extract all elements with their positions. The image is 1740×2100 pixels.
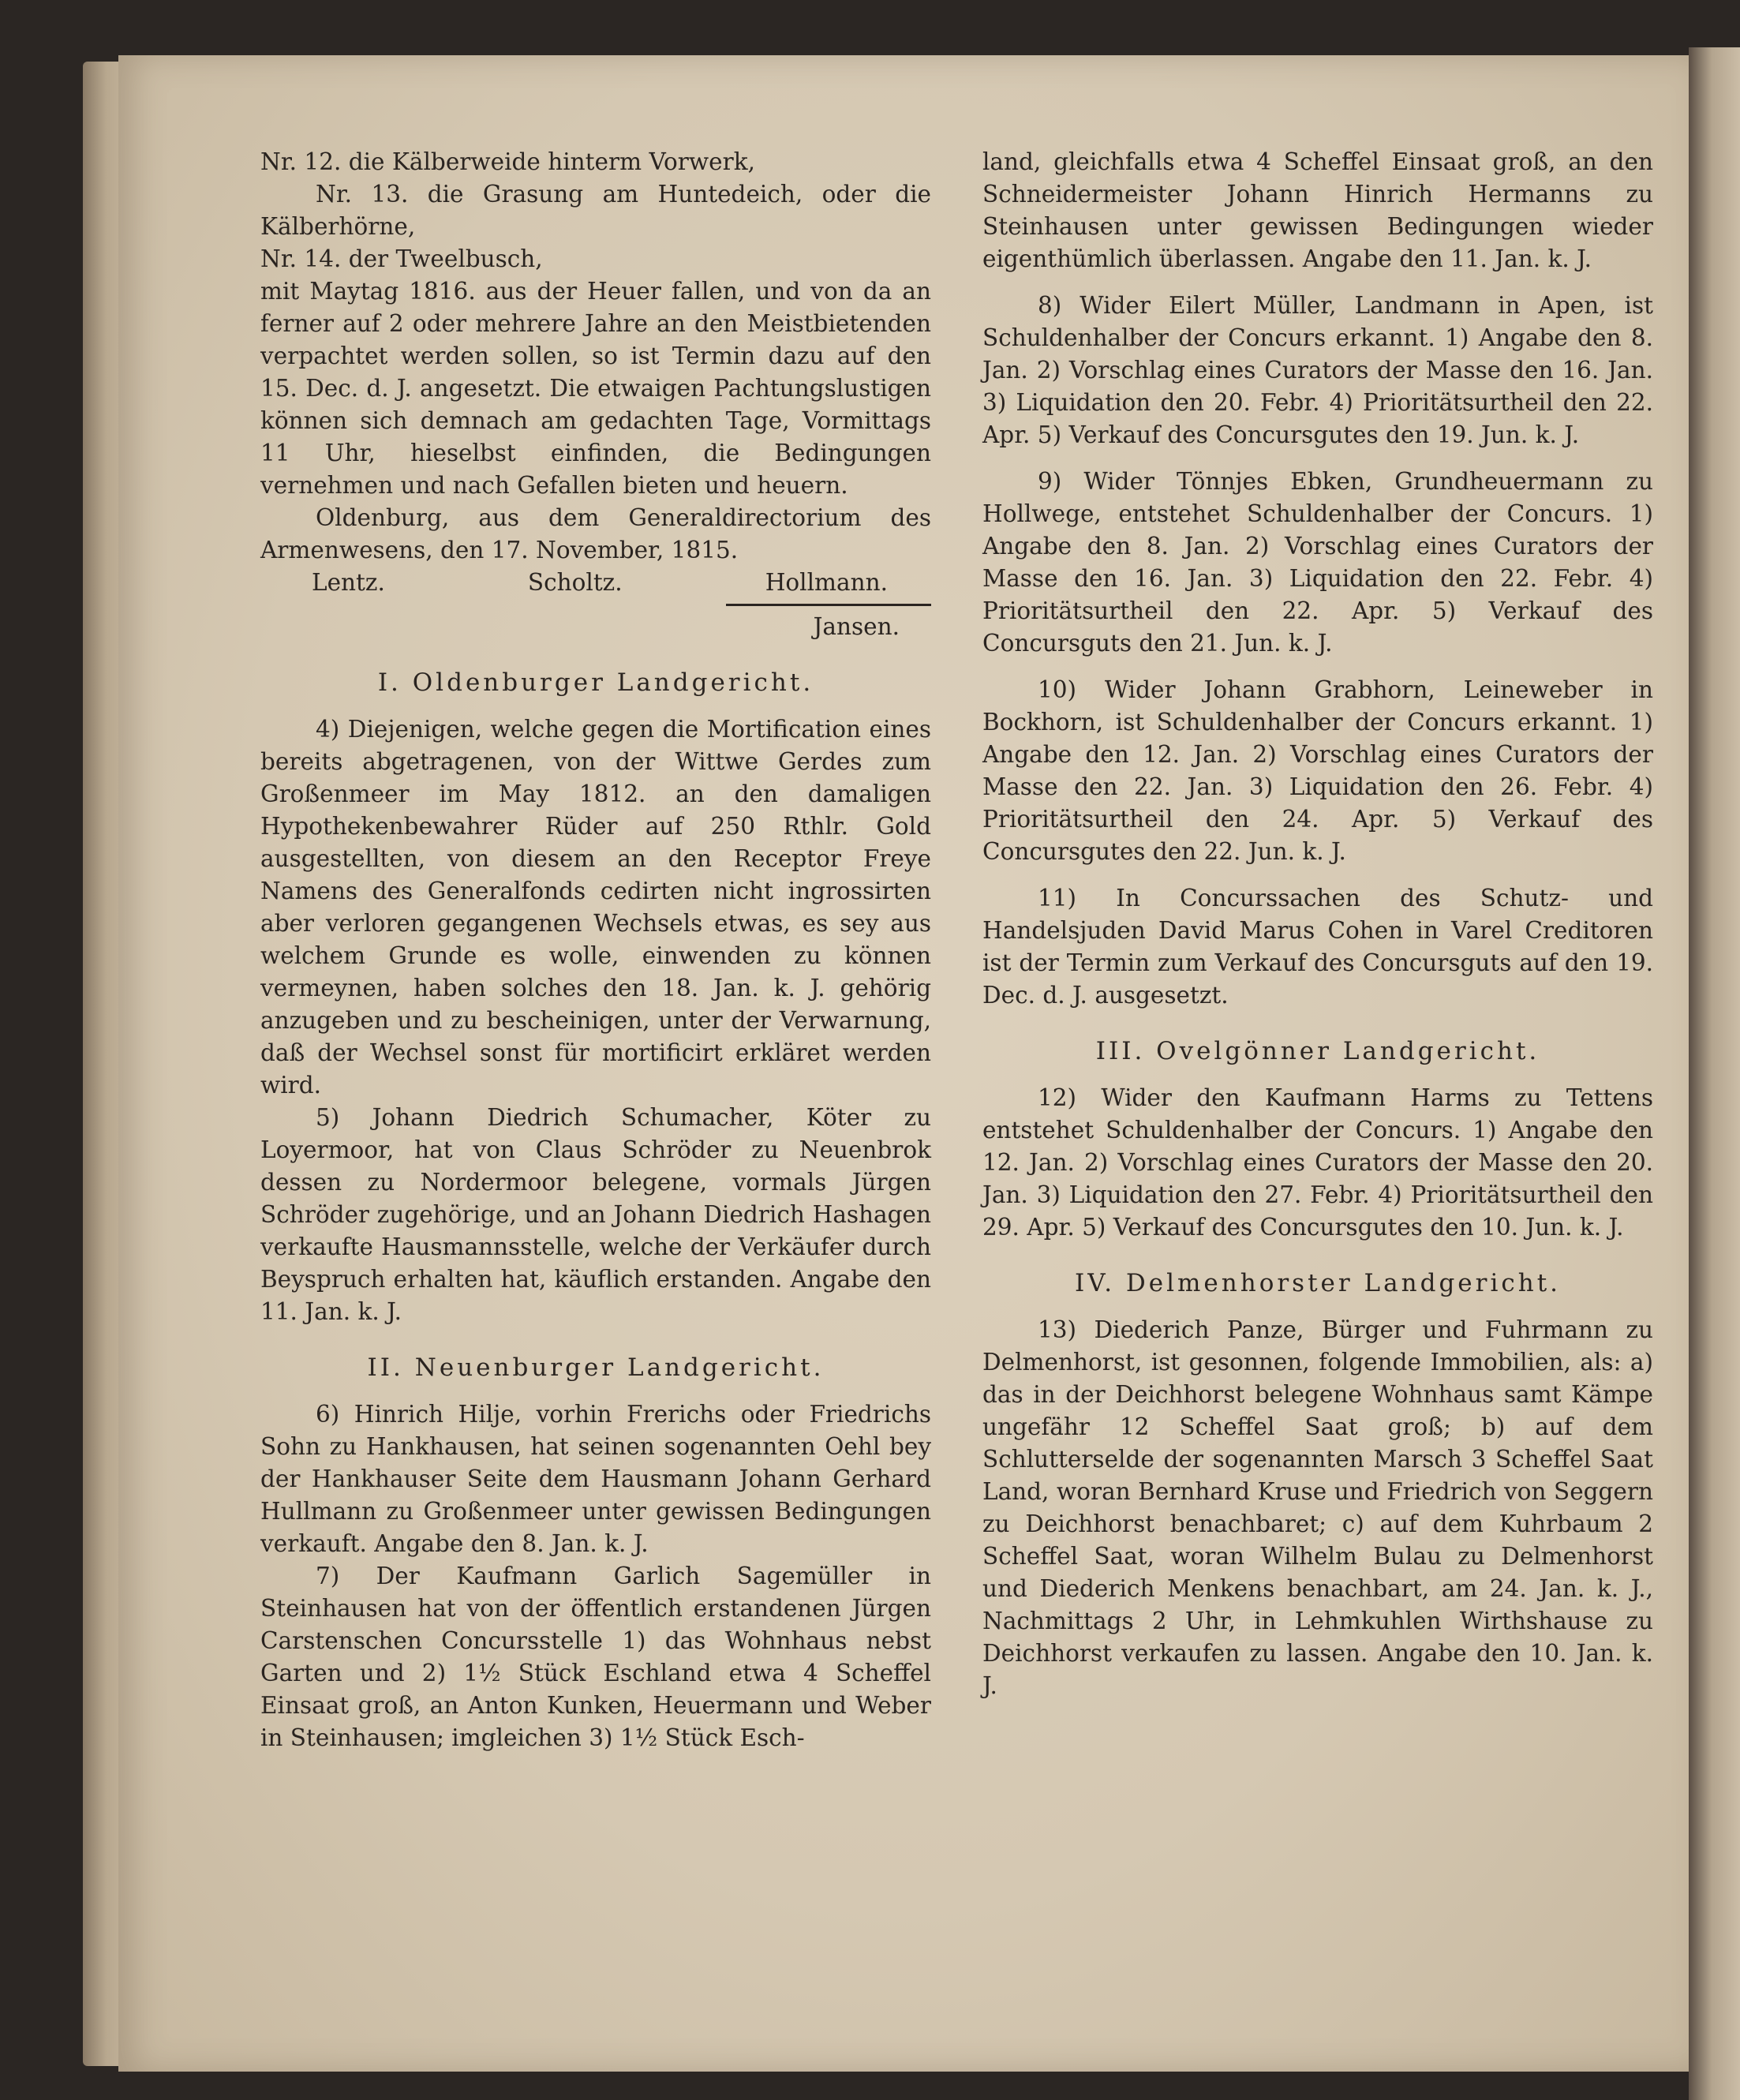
entry-13: 13) Diederich Panze, Bürger und Fuhrmann zu Delmenhorst, ist gesonnen, folgende Immobilien, als: a) das in der Deichhorst belegene Wohnhaus samt Kämpe ungefähr 12 Scheffel Saat groß; b) auf dem Schlutterselde der sogenannten Marsch 3 Scheffel Saat Land, woran Bernhard Kruse und Friedrich von Seggern zu Deichhorst benachbaret; c) auf dem Kuhrbaum 2 Scheffel Saat, woran Wilhelm Bulau zu Delmenhorst und Diederich Menkens benachbart, am 24. Jan. k. J., Nachmittags 2 Uhr, in Lehmkuhlen Wirthshause zu Deichhorst verkaufen zu lassen. Angabe den 10. Jan. k. J. xyxy=(982,1316,1653,1699)
section-heading-ovelgoenne: III. Ovelgönner Landgericht. xyxy=(1095,1037,1540,1065)
section-heading-oldenburg: I. Oldenburger Landgericht. xyxy=(377,668,814,697)
dateline: Oldenburg, aus dem Generaldirectorium des Armenwesens, den 17. November, 1815. xyxy=(260,504,931,563)
entry-7: 7) Der Kaufmann Garlich Sagemüller in Steinhausen hat von der öffentlich erstandenen Jürgen Carstenschen Concursstelle 1) das Wohnhaus nebst Garten und 2) 1½ Stück Eschland etwa 4 Scheffel Einsaat groß, an Anton Kunken, Heuermann und Weber in Steinhausen; imgleichen 3) 1½ Stück Esch- xyxy=(260,1563,931,1751)
entry-9: 9) Wider Tönnjes Ebken, Grundheuermann zu Hollwege, entstehet Schuldenhalber der Concurs. 1) Angabe den 8. Jan. 2) Vorschlag eines Curators der Masse den 16. Jan. 3) Liquidation den 22. Febr. 4) Prioritätsurtheil den 22. Apr. 5) Verkauf des Concursguts den 21. Jun. k. J. xyxy=(982,468,1653,657)
signatory-hollmann: Hollmann. xyxy=(765,569,888,596)
signatory-scholtz: Scholtz. xyxy=(527,569,623,596)
section-heading-delmenhorst: IV. Delmenhorster Landgericht. xyxy=(1074,1269,1561,1297)
signatory-jansen: Jansen. xyxy=(813,613,900,640)
continuation-paragraph: land, gleichfalls etwa 4 Scheffel Einsaat groß, an den Schneidermeister Johann Hinrich Hermanns zu Steinhausen unter gewissen Bedingungen wieder eigenthümlich überlassen. Angabe den 11. Jan. k. J. xyxy=(982,148,1653,272)
book-gutter xyxy=(1689,47,1740,2100)
signatures-row xyxy=(260,567,931,599)
signature-rule xyxy=(726,604,931,606)
opening-line-3: Nr. 14. der Tweelbusch, xyxy=(260,245,543,272)
entry-11: 11) In Concurssachen des Schutz- und Handelsjuden David Marus Cohen in Varel Creditoren ist der Termin zum Verkauf des Concursguts auf den 19. Dec. d. J. ausgesetzt. xyxy=(982,885,1653,1009)
entry-10: 10) Wider Johann Grabhorn, Leineweber in Bockhorn, ist Schuldenhalber der Concurs erkannt. 1) Angabe den 12. Jan. 2) Vorschlag eines Curators der Masse den 22. Jan. 3) Liquidation den 26. Febr. 4) Prioritätsurtheil den 24. Apr. 5) Verkauf des Concursgutes den 22. Jun. k. J. xyxy=(982,676,1653,865)
opening-line-2: Nr. 13. die Grasung am Huntedeich, oder die Kälberhörne, xyxy=(260,181,931,240)
entry-8: 8) Wider Eilert Müller, Landmann in Apen, ist Schuldenhalber der Concurs erkannt. 1) Angabe den 8. Jan. 2) Vorschlag eines Curators der Masse den 16. Jan. 3) Liquidation den 20. Febr. 4) Prioritätsurtheil den 22. Apr. 5) Verkauf des Concursgutes den 19. Jun. k. J. xyxy=(982,292,1653,448)
section-heading-neuenburg: II. Neuenburger Landgericht. xyxy=(367,1353,825,1382)
right-column xyxy=(982,146,1653,1702)
entry-12: 12) Wider den Kaufmann Harms zu Tettens entstehet Schuldenhalber der Concurs. 1) Angabe den 12. Jan. 2) Vorschlag eines Curators der Masse den 20. Jan. 3) Liquidation den 27. Febr. 4) Prioritätsurtheil den 29. Apr. 5) Verkauf des Concursgutes den 10. Jun. k. J. xyxy=(982,1084,1653,1241)
left-column xyxy=(260,146,931,1754)
signatory-lentz: Lentz. xyxy=(312,569,385,596)
entry-5: 5) Johann Diedrich Schumacher, Köter zu Loyermoor, hat von Claus Schröder zu Neuenbrok dessen zu Nordermoor belegene, vormals Jürgen Schröder zugehörige, und an Johann Diedrich Hashagen verkaufte Hausmannsstelle, welche der Verkäufer durch Beyspruch erhalten hat, käuflich erstanden. Angabe den 11. Jan. k. J. xyxy=(260,1104,931,1325)
opening-paragraph: mit Maytag 1816. aus der Heuer fallen, und von da an ferner auf 2 oder mehrere Jahre an den Meistbietenden verpachtet werden sollen, so ist Termin dazu auf den 15. Dec. d. J. angesetzt. Die etwaigen Pachtungslustigen können sich demnach am gedachten Tage, Vormittags 11 Uhr, hieselbst einfinden, die Bedingungen vernehmen und nach Gefallen bieten und heuern. xyxy=(260,278,931,499)
entry-4: 4) Diejenigen, welche gegen die Mortification eines bereits abgetragenen, von der Wittwe Gerdes zum Großenmeer im May 1812. an den damaligen Hypothekenbewahrer Rüder auf 250 Rthlr. Gold ausgestellten, von diesem an den Receptor Freye Namens des Generalfonds cedirten nicht ingrossirten aber verloren gegangenen Wechsels etwas, es sey aus welchem Grunde es wolle, einwenden zu können vermeynen, haben solches den 18. Jan. k. J. gehörig anzugeben und zu bescheinigen, unter der Verwarnung, daß der Wechsel sonst für mortificirt erkläret werden wird. xyxy=(260,716,931,1099)
opening-line-1: Nr. 12. die Kälberweide hinterm Vorwerk, xyxy=(260,148,755,175)
entry-6: 6) Hinrich Hilje, vorhin Frerichs oder Friedrichs Sohn zu Hankhausen, hat seinen sogenannten Oehl bey der Hankhauser Seite dem Hausmann Johann Gerhard Hullmann zu Großenmeer unter gewissen Bedingungen verkauft. Angabe den 8. Jan. k. J. xyxy=(260,1401,931,1557)
